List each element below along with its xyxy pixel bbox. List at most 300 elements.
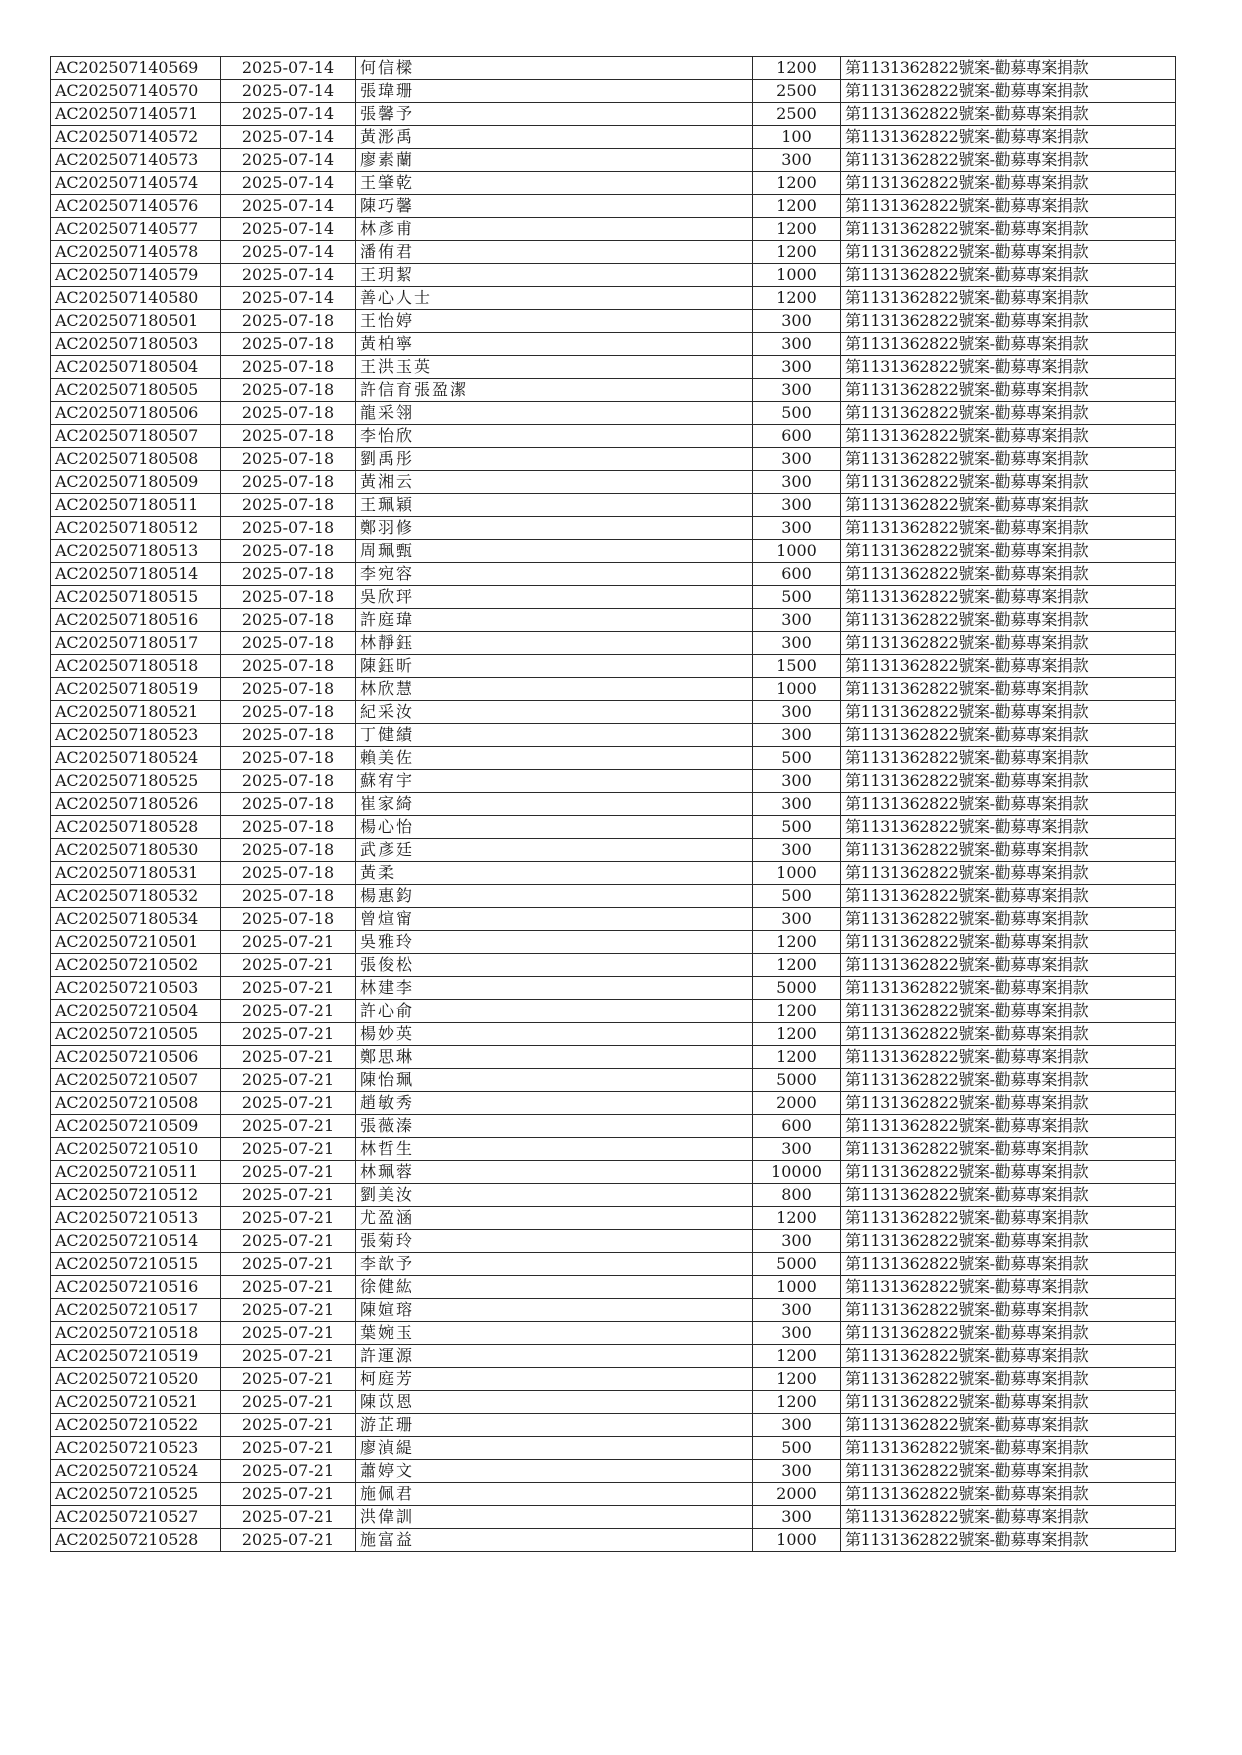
- donation-purpose-cell: 第1131362822號案-勸募專案捐款: [841, 609, 1176, 632]
- donation-purpose-cell: 第1131362822號案-勸募專案捐款: [841, 1414, 1176, 1437]
- donation-purpose-cell: 第1131362822號案-勸募專案捐款: [841, 1460, 1176, 1483]
- receipt-id-cell: AC202507180525: [51, 770, 221, 793]
- table-row: [51, 1345, 1176, 1368]
- donation-purpose-cell: 第1131362822號案-勸募專案捐款: [841, 80, 1176, 103]
- table-row: [51, 1414, 1176, 1437]
- donation-purpose-cell: 第1131362822號案-勸募專案捐款: [841, 1230, 1176, 1253]
- donation-amount-cell: 500: [753, 747, 841, 770]
- donation-amount-cell: 300: [753, 494, 841, 517]
- donation-purpose-cell: 第1131362822號案-勸募專案捐款: [841, 1253, 1176, 1276]
- receipt-id-cell: AC202507180524: [51, 747, 221, 770]
- donation-purpose-cell: 第1131362822號案-勸募專案捐款: [841, 839, 1176, 862]
- donation-ledger-body: [51, 57, 1176, 1552]
- donor-name-cell: 廖素蘭: [356, 149, 753, 172]
- donor-name-cell: 黃浵禹: [356, 126, 753, 149]
- donation-date-cell: 2025-07-21: [221, 1322, 356, 1345]
- donor-name-cell: 劉美汝: [356, 1184, 753, 1207]
- donation-purpose-cell: 第1131362822號案-勸募專案捐款: [841, 1023, 1176, 1046]
- donation-date-cell: 2025-07-21: [221, 1345, 356, 1368]
- table-row: [51, 1023, 1176, 1046]
- donation-amount-cell: 1000: [753, 264, 841, 287]
- donation-purpose-cell: 第1131362822號案-勸募專案捐款: [841, 517, 1176, 540]
- donor-name-cell: 林靜鈺: [356, 632, 753, 655]
- donation-date-cell: 2025-07-21: [221, 1069, 356, 1092]
- receipt-id-cell: AC202507210511: [51, 1161, 221, 1184]
- donor-name-cell: 徐健紘: [356, 1276, 753, 1299]
- donation-purpose-cell: 第1131362822號案-勸募專案捐款: [841, 540, 1176, 563]
- table-row: [51, 655, 1176, 678]
- donor-name-cell: 鄭羽修: [356, 517, 753, 540]
- donation-amount-cell: 1200: [753, 1000, 841, 1023]
- table-row: [51, 172, 1176, 195]
- receipt-id-cell: AC202507140574: [51, 172, 221, 195]
- donation-amount-cell: 300: [753, 701, 841, 724]
- donation-date-cell: 2025-07-14: [221, 57, 356, 80]
- donation-purpose-cell: 第1131362822號案-勸募專案捐款: [841, 724, 1176, 747]
- donation-ledger-table: [50, 56, 1176, 1552]
- donation-amount-cell: 300: [753, 1506, 841, 1529]
- donation-date-cell: 2025-07-18: [221, 839, 356, 862]
- receipt-id-cell: AC202507180513: [51, 540, 221, 563]
- receipt-id-cell: AC202507210505: [51, 1023, 221, 1046]
- donation-purpose-cell: 第1131362822號案-勸募專案捐款: [841, 471, 1176, 494]
- donor-name-cell: 洪偉訓: [356, 1506, 753, 1529]
- donation-date-cell: 2025-07-18: [221, 793, 356, 816]
- table-row: [51, 908, 1176, 931]
- donation-amount-cell: 300: [753, 310, 841, 333]
- receipt-id-cell: AC202507140579: [51, 264, 221, 287]
- donation-amount-cell: 1200: [753, 954, 841, 977]
- receipt-id-cell: AC202507180506: [51, 402, 221, 425]
- table-row: [51, 287, 1176, 310]
- donation-purpose-cell: 第1131362822號案-勸募專案捐款: [841, 195, 1176, 218]
- donation-date-cell: 2025-07-21: [221, 1161, 356, 1184]
- donation-purpose-cell: 第1131362822號案-勸募專案捐款: [841, 425, 1176, 448]
- donation-date-cell: 2025-07-21: [221, 931, 356, 954]
- receipt-id-cell: AC202507210528: [51, 1529, 221, 1552]
- table-row: [51, 1092, 1176, 1115]
- donor-name-cell: 丁健績: [356, 724, 753, 747]
- receipt-id-cell: AC202507210523: [51, 1437, 221, 1460]
- donor-name-cell: 尤盈涵: [356, 1207, 753, 1230]
- table-row: [51, 586, 1176, 609]
- donation-date-cell: 2025-07-18: [221, 471, 356, 494]
- receipt-id-cell: AC202507180504: [51, 356, 221, 379]
- donation-amount-cell: 500: [753, 1437, 841, 1460]
- donor-name-cell: 李宛容: [356, 563, 753, 586]
- table-row: [51, 517, 1176, 540]
- donation-purpose-cell: 第1131362822號案-勸募專案捐款: [841, 57, 1176, 80]
- receipt-id-cell: AC202507140573: [51, 149, 221, 172]
- donation-amount-cell: 300: [753, 632, 841, 655]
- donor-name-cell: 許運源: [356, 1345, 753, 1368]
- receipt-id-cell: AC202507210517: [51, 1299, 221, 1322]
- table-row: [51, 1506, 1176, 1529]
- donation-amount-cell: 300: [753, 1230, 841, 1253]
- donation-amount-cell: 1000: [753, 540, 841, 563]
- donation-purpose-cell: 第1131362822號案-勸募專案捐款: [841, 356, 1176, 379]
- donor-name-cell: 李歆予: [356, 1253, 753, 1276]
- table-row: [51, 494, 1176, 517]
- receipt-id-cell: AC202507210514: [51, 1230, 221, 1253]
- donation-date-cell: 2025-07-21: [221, 1391, 356, 1414]
- donor-name-cell: 楊妙英: [356, 1023, 753, 1046]
- donation-purpose-cell: 第1131362822號案-勸募專案捐款: [841, 862, 1176, 885]
- donation-date-cell: 2025-07-18: [221, 701, 356, 724]
- donation-purpose-cell: 第1131362822號案-勸募專案捐款: [841, 310, 1176, 333]
- receipt-id-cell: AC202507180516: [51, 609, 221, 632]
- donation-amount-cell: 300: [753, 770, 841, 793]
- table-row: [51, 1207, 1176, 1230]
- donation-amount-cell: 300: [753, 517, 841, 540]
- donation-amount-cell: 1200: [753, 218, 841, 241]
- receipt-id-cell: AC202507180526: [51, 793, 221, 816]
- receipt-id-cell: AC202507210513: [51, 1207, 221, 1230]
- receipt-id-cell: AC202507180512: [51, 517, 221, 540]
- donation-purpose-cell: 第1131362822號案-勸募專案捐款: [841, 1437, 1176, 1460]
- donation-purpose-cell: 第1131362822號案-勸募專案捐款: [841, 149, 1176, 172]
- donation-purpose-cell: 第1131362822號案-勸募專案捐款: [841, 241, 1176, 264]
- donor-name-cell: 陳怡珮: [356, 1069, 753, 1092]
- donation-amount-cell: 5000: [753, 1069, 841, 1092]
- donation-purpose-cell: 第1131362822號案-勸募專案捐款: [841, 793, 1176, 816]
- table-row: [51, 1460, 1176, 1483]
- donation-date-cell: 2025-07-14: [221, 287, 356, 310]
- table-row: [51, 126, 1176, 149]
- donor-name-cell: 黃柔: [356, 862, 753, 885]
- receipt-id-cell: AC202507180518: [51, 655, 221, 678]
- donor-name-cell: 游芷珊: [356, 1414, 753, 1437]
- donation-date-cell: 2025-07-14: [221, 218, 356, 241]
- donation-date-cell: 2025-07-18: [221, 586, 356, 609]
- donation-amount-cell: 1200: [753, 1391, 841, 1414]
- donation-date-cell: 2025-07-18: [221, 816, 356, 839]
- donation-amount-cell: 300: [753, 1322, 841, 1345]
- table-row: [51, 839, 1176, 862]
- donation-date-cell: 2025-07-18: [221, 540, 356, 563]
- donor-name-cell: 蘇宥宇: [356, 770, 753, 793]
- donation-amount-cell: 10000: [753, 1161, 841, 1184]
- donation-purpose-cell: 第1131362822號案-勸募專案捐款: [841, 1276, 1176, 1299]
- table-row: [51, 862, 1176, 885]
- donation-amount-cell: 500: [753, 885, 841, 908]
- donation-purpose-cell: 第1131362822號案-勸募專案捐款: [841, 885, 1176, 908]
- receipt-id-cell: AC202507180514: [51, 563, 221, 586]
- donor-name-cell: 林欣慧: [356, 678, 753, 701]
- donor-name-cell: 崔家綺: [356, 793, 753, 816]
- donation-date-cell: 2025-07-18: [221, 425, 356, 448]
- table-row: [51, 1391, 1176, 1414]
- donor-name-cell: 張瑋珊: [356, 80, 753, 103]
- donor-name-cell: 楊心怡: [356, 816, 753, 839]
- donation-purpose-cell: 第1131362822號案-勸募專案捐款: [841, 586, 1176, 609]
- donation-date-cell: 2025-07-18: [221, 678, 356, 701]
- donation-purpose-cell: 第1131362822號案-勸募專案捐款: [841, 1299, 1176, 1322]
- receipt-id-cell: AC202507180519: [51, 678, 221, 701]
- receipt-id-cell: AC202507180507: [51, 425, 221, 448]
- donation-amount-cell: 300: [753, 1460, 841, 1483]
- table-row: [51, 1529, 1176, 1552]
- table-row: [51, 1000, 1176, 1023]
- donation-date-cell: 2025-07-18: [221, 402, 356, 425]
- table-row: [51, 195, 1176, 218]
- table-row: [51, 1483, 1176, 1506]
- donor-name-cell: 吳雅玲: [356, 931, 753, 954]
- donation-amount-cell: 500: [753, 402, 841, 425]
- donation-amount-cell: 300: [753, 471, 841, 494]
- donation-purpose-cell: 第1131362822號案-勸募專案捐款: [841, 448, 1176, 471]
- donation-amount-cell: 300: [753, 1299, 841, 1322]
- receipt-id-cell: AC202507140578: [51, 241, 221, 264]
- receipt-id-cell: AC202507180521: [51, 701, 221, 724]
- donation-date-cell: 2025-07-21: [221, 954, 356, 977]
- donation-amount-cell: 1200: [753, 241, 841, 264]
- donation-purpose-cell: 第1131362822號案-勸募專案捐款: [841, 977, 1176, 1000]
- donation-amount-cell: 5000: [753, 1253, 841, 1276]
- donation-purpose-cell: 第1131362822號案-勸募專案捐款: [841, 1184, 1176, 1207]
- donation-amount-cell: 2500: [753, 103, 841, 126]
- donation-date-cell: 2025-07-18: [221, 908, 356, 931]
- table-row: [51, 540, 1176, 563]
- donation-date-cell: 2025-07-18: [221, 632, 356, 655]
- donation-purpose-cell: 第1131362822號案-勸募專案捐款: [841, 1000, 1176, 1023]
- receipt-id-cell: AC202507180517: [51, 632, 221, 655]
- donation-date-cell: 2025-07-21: [221, 1253, 356, 1276]
- donation-purpose-cell: 第1131362822號案-勸募專案捐款: [841, 678, 1176, 701]
- donation-date-cell: 2025-07-18: [221, 609, 356, 632]
- receipt-id-cell: AC202507140571: [51, 103, 221, 126]
- donation-amount-cell: 300: [753, 1414, 841, 1437]
- donor-name-cell: 柯庭芳: [356, 1368, 753, 1391]
- donation-amount-cell: 1200: [753, 1345, 841, 1368]
- receipt-id-cell: AC202507210522: [51, 1414, 221, 1437]
- donation-amount-cell: 300: [753, 333, 841, 356]
- table-row: [51, 80, 1176, 103]
- donor-name-cell: 許信育張盈潔: [356, 379, 753, 402]
- table-row: [51, 425, 1176, 448]
- table-row: [51, 770, 1176, 793]
- donation-date-cell: 2025-07-21: [221, 1529, 356, 1552]
- table-row: [51, 57, 1176, 80]
- donation-purpose-cell: 第1131362822號案-勸募專案捐款: [841, 1207, 1176, 1230]
- receipt-id-cell: AC202507180505: [51, 379, 221, 402]
- donation-date-cell: 2025-07-14: [221, 241, 356, 264]
- donor-name-cell: 施富益: [356, 1529, 753, 1552]
- donation-amount-cell: 300: [753, 724, 841, 747]
- table-row: [51, 1046, 1176, 1069]
- donation-amount-cell: 1000: [753, 1529, 841, 1552]
- donor-name-cell: 武彥廷: [356, 839, 753, 862]
- donation-amount-cell: 1000: [753, 1276, 841, 1299]
- donation-date-cell: 2025-07-18: [221, 310, 356, 333]
- donation-purpose-cell: 第1131362822號案-勸募專案捐款: [841, 931, 1176, 954]
- table-row: [51, 1322, 1176, 1345]
- donation-date-cell: 2025-07-21: [221, 1046, 356, 1069]
- donation-amount-cell: 1200: [753, 57, 841, 80]
- donation-date-cell: 2025-07-14: [221, 195, 356, 218]
- receipt-id-cell: AC202507210508: [51, 1092, 221, 1115]
- donation-amount-cell: 300: [753, 908, 841, 931]
- donation-purpose-cell: 第1131362822號案-勸募專案捐款: [841, 218, 1176, 241]
- donation-date-cell: 2025-07-21: [221, 1299, 356, 1322]
- donation-date-cell: 2025-07-21: [221, 1207, 356, 1230]
- donation-purpose-cell: 第1131362822號案-勸募專案捐款: [841, 632, 1176, 655]
- donor-name-cell: 曾煊甯: [356, 908, 753, 931]
- table-row: [51, 218, 1176, 241]
- donor-name-cell: 王玥絜: [356, 264, 753, 287]
- donation-purpose-cell: 第1131362822號案-勸募專案捐款: [841, 1092, 1176, 1115]
- donation-purpose-cell: 第1131362822號案-勸募專案捐款: [841, 494, 1176, 517]
- receipt-id-cell: AC202507180534: [51, 908, 221, 931]
- donation-purpose-cell: 第1131362822號案-勸募專案捐款: [841, 770, 1176, 793]
- donor-name-cell: 賴美佐: [356, 747, 753, 770]
- donation-purpose-cell: 第1131362822號案-勸募專案捐款: [841, 1138, 1176, 1161]
- donor-name-cell: 楊惠鈞: [356, 885, 753, 908]
- receipt-id-cell: AC202507140570: [51, 80, 221, 103]
- donor-name-cell: 葉婉玉: [356, 1322, 753, 1345]
- table-row: [51, 816, 1176, 839]
- receipt-id-cell: AC202507210501: [51, 931, 221, 954]
- donation-amount-cell: 600: [753, 563, 841, 586]
- donation-amount-cell: 300: [753, 1138, 841, 1161]
- table-row: [51, 1115, 1176, 1138]
- donation-purpose-cell: 第1131362822號案-勸募專案捐款: [841, 126, 1176, 149]
- donation-purpose-cell: 第1131362822號案-勸募專案捐款: [841, 402, 1176, 425]
- donation-date-cell: 2025-07-21: [221, 1483, 356, 1506]
- donation-purpose-cell: 第1131362822號案-勸募專案捐款: [841, 264, 1176, 287]
- receipt-id-cell: AC202507180532: [51, 885, 221, 908]
- donation-amount-cell: 1200: [753, 931, 841, 954]
- donation-amount-cell: 1000: [753, 862, 841, 885]
- donor-name-cell: 施佩君: [356, 1483, 753, 1506]
- donation-date-cell: 2025-07-18: [221, 862, 356, 885]
- table-row: [51, 471, 1176, 494]
- donor-name-cell: 吳欣玶: [356, 586, 753, 609]
- donation-date-cell: 2025-07-21: [221, 1184, 356, 1207]
- donation-amount-cell: 1200: [753, 1368, 841, 1391]
- donor-name-cell: 黃湘云: [356, 471, 753, 494]
- receipt-id-cell: AC202507210516: [51, 1276, 221, 1299]
- table-row: [51, 563, 1176, 586]
- donation-amount-cell: 300: [753, 609, 841, 632]
- receipt-id-cell: AC202507140576: [51, 195, 221, 218]
- receipt-id-cell: AC202507210506: [51, 1046, 221, 1069]
- table-row: [51, 1253, 1176, 1276]
- donor-name-cell: 張菊玲: [356, 1230, 753, 1253]
- table-row: [51, 310, 1176, 333]
- table-row: [51, 747, 1176, 770]
- donor-name-cell: 林哲生: [356, 1138, 753, 1161]
- receipt-id-cell: AC202507210527: [51, 1506, 221, 1529]
- donor-name-cell: 王洪玉英: [356, 356, 753, 379]
- receipt-id-cell: AC202507210520: [51, 1368, 221, 1391]
- donation-amount-cell: 300: [753, 448, 841, 471]
- donation-amount-cell: 300: [753, 839, 841, 862]
- donation-purpose-cell: 第1131362822號案-勸募專案捐款: [841, 172, 1176, 195]
- donation-amount-cell: 5000: [753, 977, 841, 1000]
- donation-date-cell: 2025-07-21: [221, 1368, 356, 1391]
- donation-amount-cell: 500: [753, 586, 841, 609]
- donation-amount-cell: 800: [753, 1184, 841, 1207]
- donation-purpose-cell: 第1131362822號案-勸募專案捐款: [841, 908, 1176, 931]
- table-row: [51, 241, 1176, 264]
- donation-purpose-cell: 第1131362822號案-勸募專案捐款: [841, 954, 1176, 977]
- receipt-id-cell: AC202507180531: [51, 862, 221, 885]
- table-row: [51, 1230, 1176, 1253]
- donation-date-cell: 2025-07-18: [221, 885, 356, 908]
- receipt-id-cell: AC202507180528: [51, 816, 221, 839]
- donation-purpose-cell: 第1131362822號案-勸募專案捐款: [841, 563, 1176, 586]
- table-row: [51, 149, 1176, 172]
- table-row: [51, 1368, 1176, 1391]
- donation-purpose-cell: 第1131362822號案-勸募專案捐款: [841, 747, 1176, 770]
- donation-purpose-cell: 第1131362822號案-勸募專案捐款: [841, 1069, 1176, 1092]
- donation-date-cell: 2025-07-18: [221, 563, 356, 586]
- donor-name-cell: 張俊松: [356, 954, 753, 977]
- donation-purpose-cell: 第1131362822號案-勸募專案捐款: [841, 655, 1176, 678]
- table-row: [51, 379, 1176, 402]
- donor-name-cell: 陳媗瑢: [356, 1299, 753, 1322]
- table-row: [51, 103, 1176, 126]
- receipt-id-cell: AC202507180501: [51, 310, 221, 333]
- table-row: [51, 333, 1176, 356]
- donor-name-cell: 許心俞: [356, 1000, 753, 1023]
- donation-amount-cell: 1200: [753, 287, 841, 310]
- donation-amount-cell: 1200: [753, 1023, 841, 1046]
- donor-name-cell: 陳苡恩: [356, 1391, 753, 1414]
- receipt-id-cell: AC202507210519: [51, 1345, 221, 1368]
- donor-name-cell: 蕭婷文: [356, 1460, 753, 1483]
- donor-name-cell: 王肇乾: [356, 172, 753, 195]
- donation-purpose-cell: 第1131362822號案-勸募專案捐款: [841, 103, 1176, 126]
- receipt-id-cell: AC202507210503: [51, 977, 221, 1000]
- donation-date-cell: 2025-07-14: [221, 172, 356, 195]
- donation-amount-cell: 100: [753, 126, 841, 149]
- receipt-id-cell: AC202507210524: [51, 1460, 221, 1483]
- donation-purpose-cell: 第1131362822號案-勸募專案捐款: [841, 1161, 1176, 1184]
- receipt-id-cell: AC202507180503: [51, 333, 221, 356]
- donation-date-cell: 2025-07-14: [221, 264, 356, 287]
- donor-name-cell: 黃柏寧: [356, 333, 753, 356]
- donation-amount-cell: 1200: [753, 195, 841, 218]
- donation-date-cell: 2025-07-18: [221, 747, 356, 770]
- donation-amount-cell: 1000: [753, 678, 841, 701]
- receipt-id-cell: AC202507210509: [51, 1115, 221, 1138]
- donor-name-cell: 林彥甫: [356, 218, 753, 241]
- donor-name-cell: 廖湞緹: [356, 1437, 753, 1460]
- donation-purpose-cell: 第1131362822號案-勸募專案捐款: [841, 1046, 1176, 1069]
- table-row: [51, 885, 1176, 908]
- receipt-id-cell: AC202507140572: [51, 126, 221, 149]
- donation-date-cell: 2025-07-18: [221, 448, 356, 471]
- receipt-id-cell: AC202507210507: [51, 1069, 221, 1092]
- donation-date-cell: 2025-07-21: [221, 1138, 356, 1161]
- receipt-id-cell: AC202507210512: [51, 1184, 221, 1207]
- donor-name-cell: 王怡婷: [356, 310, 753, 333]
- donor-name-cell: 潘侑君: [356, 241, 753, 264]
- receipt-id-cell: AC202507210521: [51, 1391, 221, 1414]
- receipt-id-cell: AC202507210525: [51, 1483, 221, 1506]
- table-row: [51, 402, 1176, 425]
- donation-date-cell: 2025-07-18: [221, 494, 356, 517]
- donation-date-cell: 2025-07-18: [221, 333, 356, 356]
- donation-purpose-cell: 第1131362822號案-勸募專案捐款: [841, 1115, 1176, 1138]
- donation-purpose-cell: 第1131362822號案-勸募專案捐款: [841, 816, 1176, 839]
- donation-purpose-cell: 第1131362822號案-勸募專案捐款: [841, 1506, 1176, 1529]
- donation-amount-cell: 2500: [753, 80, 841, 103]
- donation-amount-cell: 1500: [753, 655, 841, 678]
- table-row: [51, 1299, 1176, 1322]
